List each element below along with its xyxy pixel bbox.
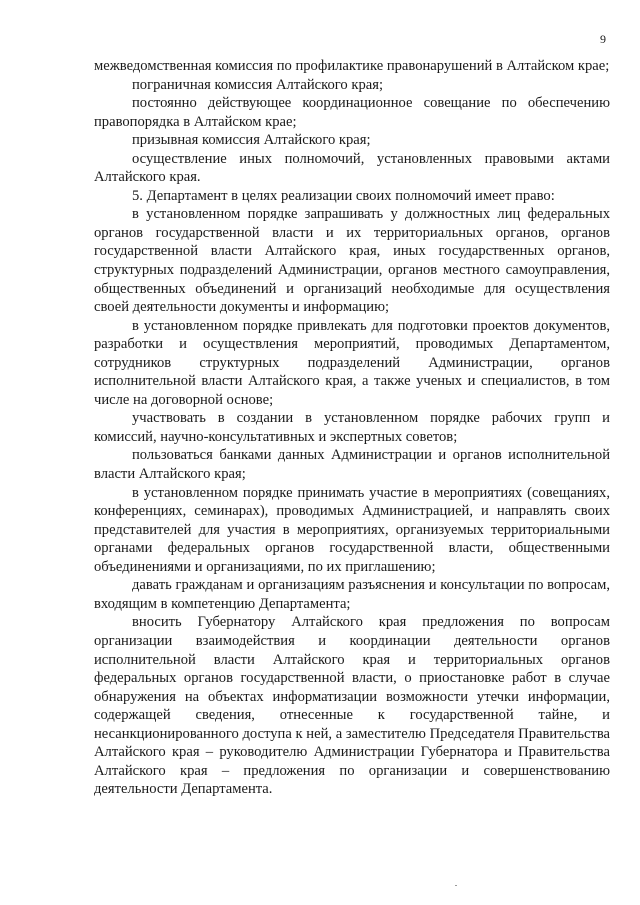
paragraph-section-heading: 5. Департамент в целях реализации своих полномочий имеет право: (132, 187, 555, 204)
paragraph: вносить Губернатору Алтайского края предложения по вопросам организации взаимодействия и координации деятельности органов исполнительной власти Алтайского края и территориальных органов федеральных органов государственной власти, о приостановке работ в случае обнаружения на объектах информатизации возможности утечки информации, содержащей сведения, отнесенные к государственной тайне, и несанкционированного доступа к ней, а заместителю Председателя Правительства Алтайского края – руководителю Администрации Губернатора и Правительства Алтайского края – предложения по организации и совершенствованию деятельности Департамента. (94, 614, 610, 798)
paragraph: пользоваться банками данных Администрации и органов исполнительной власти Алтайского края; (94, 447, 610, 483)
paragraph: давать гражданам и организациям разъяснения и консультации по вопросам, входящим в компетенцию Департамента; (94, 577, 610, 612)
paragraph: пограничная комиссия Алтайского края; (132, 76, 384, 93)
paragraph: призывная комиссия Алтайского края; (132, 132, 371, 149)
scan-speck (455, 885, 457, 886)
paragraph-continuation: межведомственная комиссия по профилактике правонарушений в Алтайском крае; (94, 58, 610, 74)
paragraph: в установленном порядке принимать участие в мероприятиях (совещаниях, конференциях, семинарах), проводимых Администрацией, и направлять своих представителей для участия в мероприятиях, организуемых территориальными органами федеральных органов государственной власти, общественными объединениями и организациями, по их приглашению; (94, 484, 610, 575)
paragraph: в установленном порядке привлекать для подготовки проектов документов, разработки и осуществления мероприятий, проводимых Департаментом, сотрудников структурных подразделений Администрации, органов исполнительной власти Алтайского края, а также ученых и специалистов, в том числе на договорной основе; (94, 317, 610, 408)
page-number: 9 (600, 32, 606, 46)
paragraph: участвовать в создании в установленном порядке рабочих групп и комиссий, научно-консультативных и экспертных советов; (94, 410, 610, 445)
paragraph: осуществление иных полномочий, установленных правовыми актами Алтайского края. (94, 150, 610, 186)
body-text (94, 57, 610, 799)
paragraph: постоянно действующее координационное совещание по обеспечению правопорядка в Алтайском крае; (94, 95, 610, 130)
paragraph: в установленном порядке запрашивать у должностных лиц федеральных органов государственной власти и их территориальных органов, органов государственной власти Алтайского края, иных государственных органов, структурных подразделений Администрации, органов местного самоуправления, общественных объединений и организаций необходимые для осуществления своей деятельности документы и информацию; (94, 206, 610, 316)
